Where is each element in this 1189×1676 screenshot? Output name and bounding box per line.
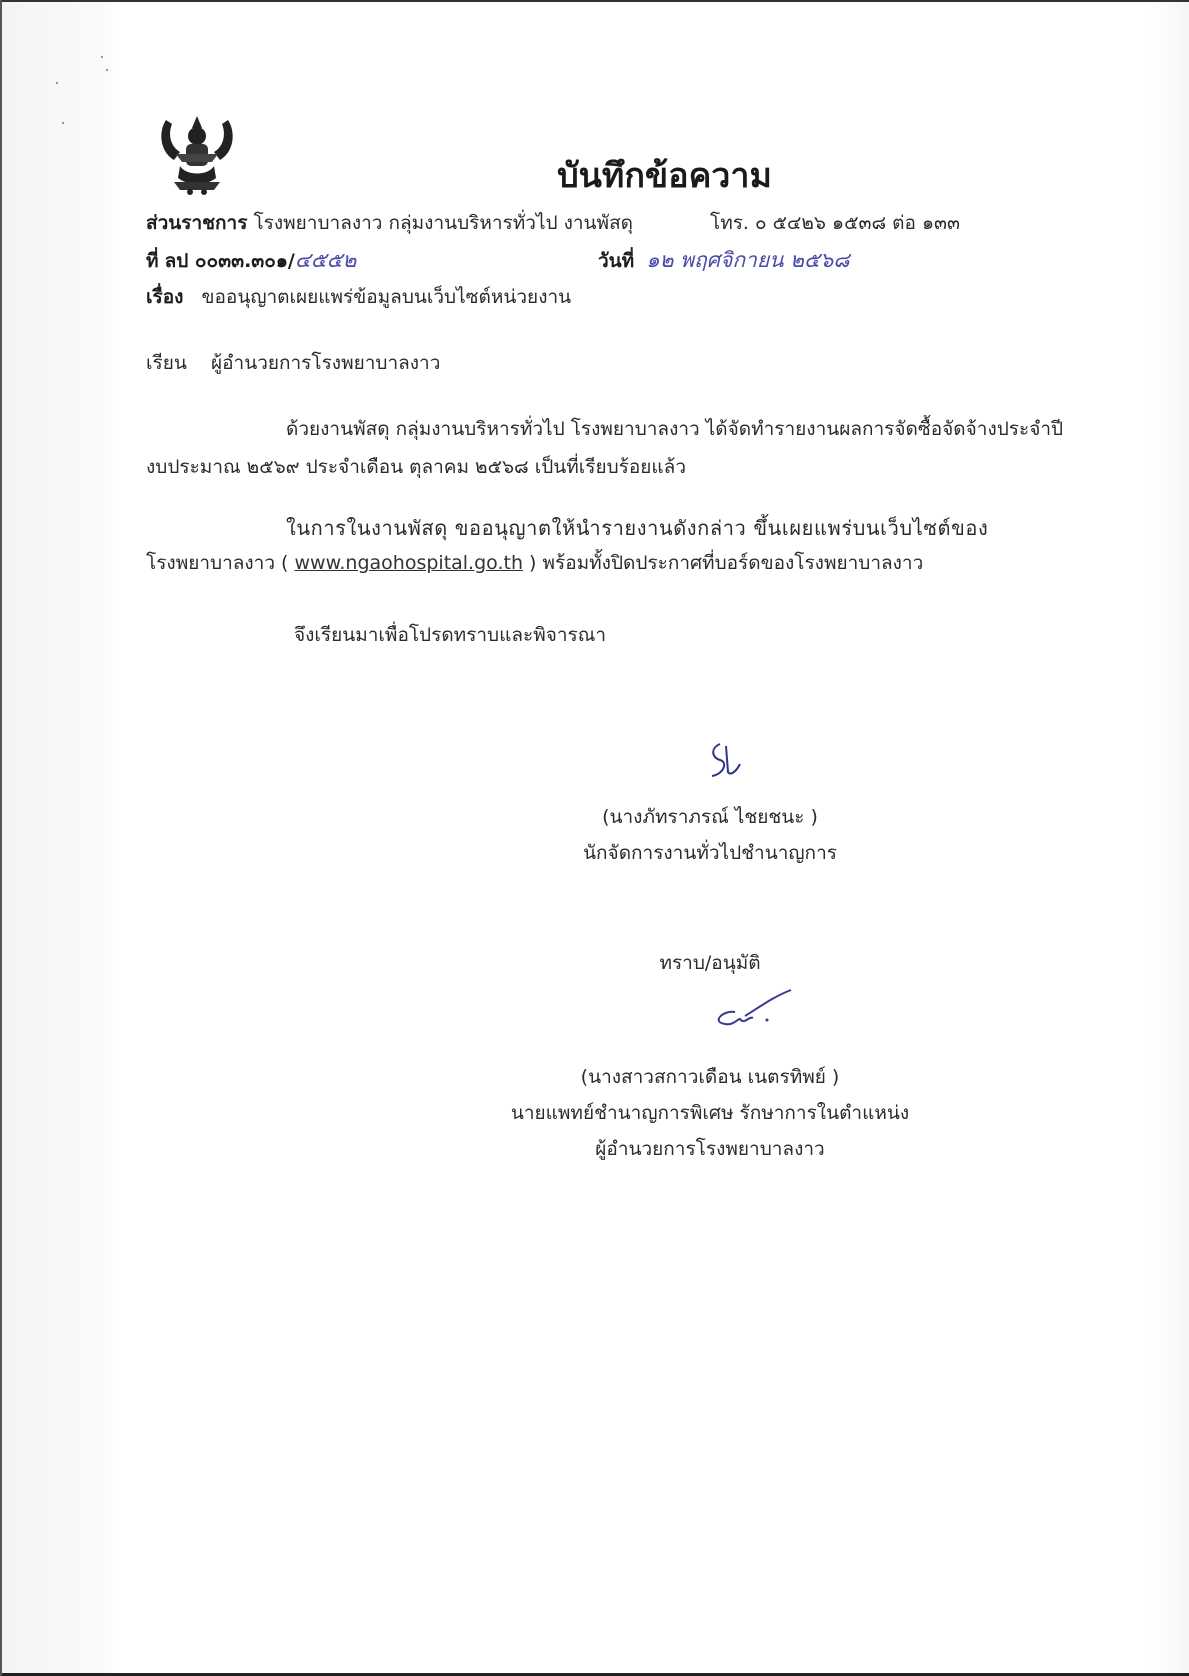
body-paragraph-2-line-2 — [146, 548, 923, 578]
reference-label: ที่ — [146, 250, 159, 272]
date-label: วันที่ — [598, 250, 635, 272]
subject-line — [146, 282, 571, 312]
scan-speck — [62, 122, 64, 124]
scan-speck — [106, 69, 108, 71]
department-value: โรงพยาบาลงาว กลุ่มงานบริหารทั่วไป งานพัสดุ — [253, 212, 634, 234]
department-label: ส่วนราชการ — [146, 212, 248, 234]
body-paragraph-1-line-1: ด้วยงานพัสดุ กลุ่มงานบริหารทั่วไป โรงพยาบาลงาว ได้จัดทำรายงานผลการจัดซื้อจัดจ้างประจำปี — [286, 418, 1064, 440]
scan-edge-top — [0, 0, 1189, 2]
subject-value: ขออนุญาตเผยแพร่ข้อมูลบนเว็บไซต์หน่วยงาน — [201, 286, 572, 308]
signature-2-icon — [705, 986, 795, 1030]
salutation-line — [146, 348, 440, 378]
salutation-label: เรียน — [146, 352, 187, 374]
subject-label: เรื่อง — [146, 286, 184, 308]
signature-1-icon — [700, 738, 750, 788]
date-handwritten: ๑๒ พฤศจิกายน ๒๕๖๘ — [646, 248, 850, 272]
hospital-website-link[interactable]: www.ngaohospital.go.th — [294, 552, 523, 574]
body-text: ) พร้อมทั้งปิดประกาศที่บอร์ดของโรงพยาบาลงาว — [522, 552, 924, 574]
salutation-value: ผู้อำนวยการโรงพยาบาลงาว — [211, 352, 441, 374]
reference-line — [146, 244, 356, 277]
signer-1-name: (นางภัทราภรณ์ ไชยชนะ ) — [602, 806, 818, 828]
department-line — [146, 208, 633, 238]
scan-speck — [101, 56, 103, 58]
reference-handwritten-number: ๔๕๕๒ — [294, 248, 357, 272]
scan-edge-left — [0, 0, 2, 1676]
phone-number: โทร. ๐ ๕๔๒๖ ๑๕๓๘ ต่อ ๑๓๓ — [710, 212, 960, 234]
signer-1-position: นักจัดการงานทั่วไปชำนาญการ — [583, 842, 837, 864]
body-paragraph-2-line-1: ในการในงานพัสดุ ขออนุญาตให้นำรายงานดังกล่าว ขึ้นเผยแพร่บนเว็บไซต์ของ — [286, 516, 989, 540]
reference-prefix: ลป ๐๐๓๓.๓๐๑/ — [164, 250, 295, 272]
body-paragraph-1-line-2: งบประมาณ ๒๕๖๙ ประจำเดือน ตุลาคม ๒๕๖๘ เป็นที่เรียบร้อยแล้ว — [146, 456, 686, 478]
date-line — [598, 244, 849, 277]
approver-name: (นางสาวสกาวเดือน เนตรทิพย์ ) — [580, 1066, 840, 1088]
scan-speck — [56, 82, 58, 84]
approval-label: ทราบ/อนุมัติ — [659, 952, 761, 974]
body-text: โรงพยาบาลงาว ( — [146, 552, 295, 574]
approver-position-line-1: นายแพทย์ชำนาญการพิเศษ รักษาการในตำแหน่ง — [510, 1102, 910, 1124]
closing-line: จึงเรียนมาเพื่อโปรดทราบและพิจารณา — [294, 624, 607, 646]
approver-position-line-2: ผู้อำนวยการโรงพยาบาลงาว — [595, 1138, 825, 1160]
memo-title: บันทึกข้อความ — [557, 156, 772, 196]
